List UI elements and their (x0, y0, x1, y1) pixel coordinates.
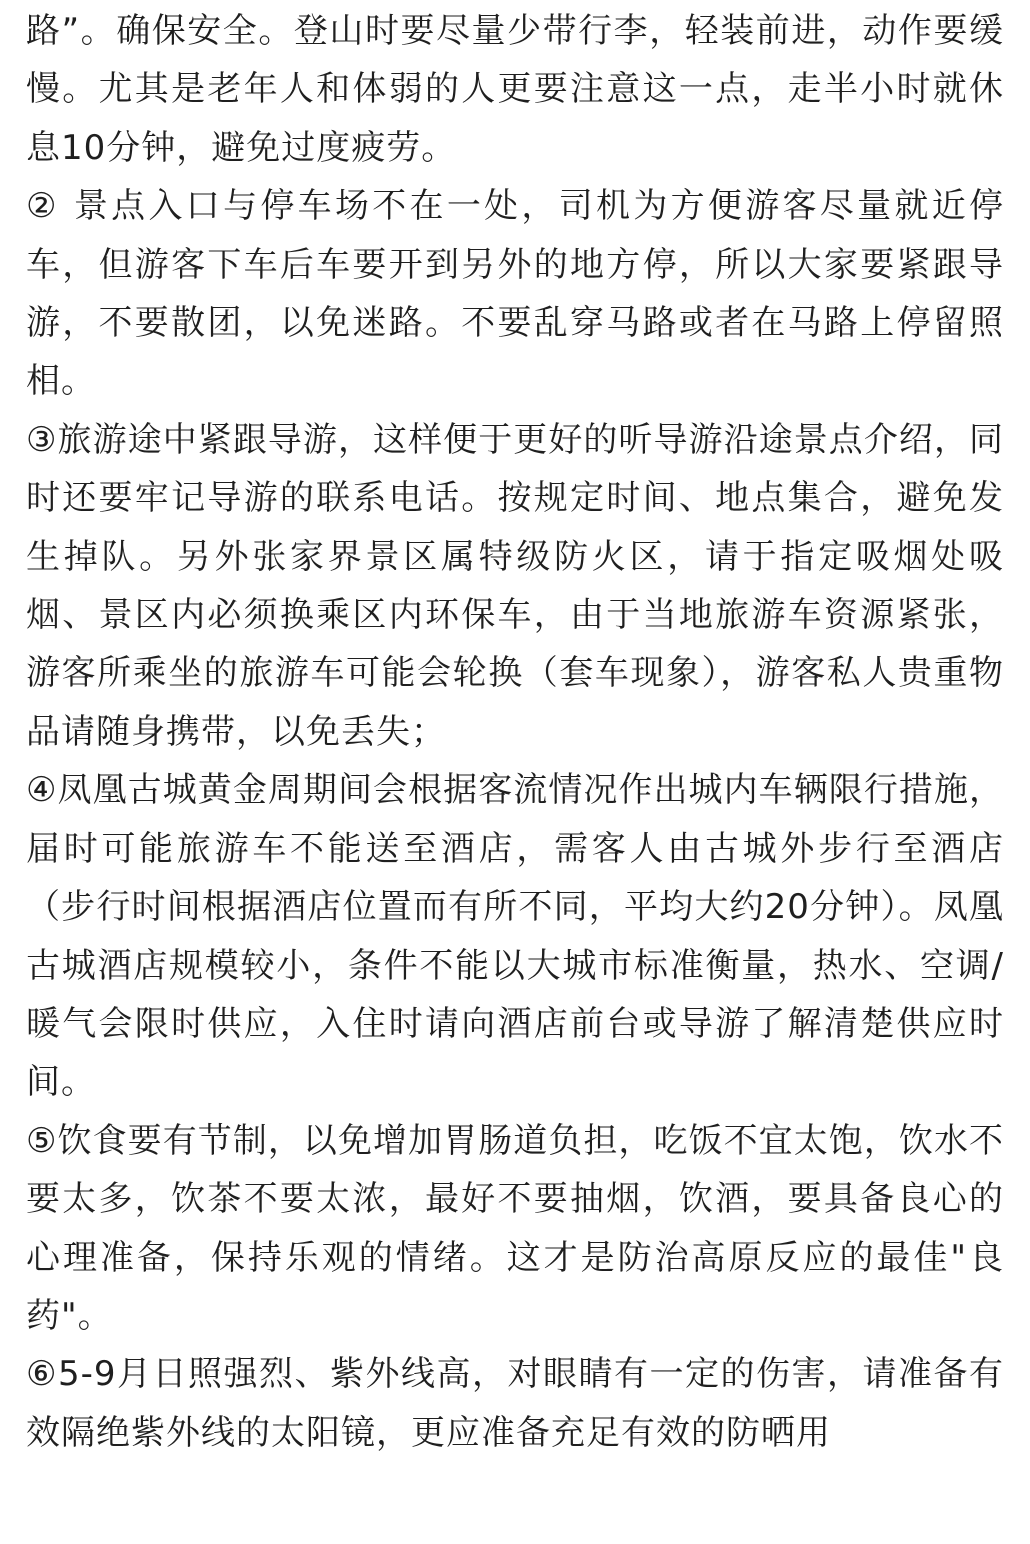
paragraph-diet: ⑤饮食要有节制，以免增加胃肠道负担，吃饭不宜太饱，饮水不要太多，饮茶不要太浓，最好不要抽烟，饮酒，要具备良心的心理准备，保持乐观的情绪。这才是防治高原反应的最佳"良药"。 (26, 1120, 1004, 1336)
paragraph-safety-hiking: 路”。确保安全。登山时要尽量少带行李，轻装前进，动作要缓慢。尤其是老年人和体弱的人更要注意这一点，走半小时就休息10分钟，避免过度疲劳。 (26, 11, 1004, 168)
paragraph-sun-protection: ⑥5-9月日照强烈、紫外线高，对眼睛有一定的伤害，请准备有效隔绝紫外线的太阳镜，更应准备充足有效的防晒用 (26, 1354, 1004, 1453)
paragraph-follow-guide: ③旅游途中紧跟导游，这样便于更好的听导游沿途景点介绍，同时还要牢记导游的联系电话。按规定时间、地点集合，避免发生掉队。另外张家界景区属特级防火区，请于指定吸烟处吸烟、景区内必须换乘区内环保车，由于当地旅游车资源紧张，游客所乘坐的旅游车可能会轮换（套车现象），游客私人贵重物品请随身携带，以免丢失； (26, 419, 1004, 752)
paragraph-fenghuang: ④凤凰古城黄金周期间会根据客流情况作出城内车辆限行措施，届时可能旅游车不能送至酒店，需客人由古城外步行至酒店（步行时间根据酒店位置而有所不同，平均大约20分钟）。凤凰古城酒店规模较小，条件不能以大城市标准衡量，热水、空调/暖气会限时供应，入住时请向酒店前台或导游了解清楚供应时间。 (26, 770, 1004, 1103)
paragraph-parking: ② 景点入口与停车场不在一处，司机为方便游客尽量就近停车，但游客下车后车要开到另外的地方停，所以大家要紧跟导游，不要散团，以免迷路。不要乱穿马路或者在马路上停留照相。 (26, 186, 1004, 402)
document-body (26, 2, 1004, 1462)
